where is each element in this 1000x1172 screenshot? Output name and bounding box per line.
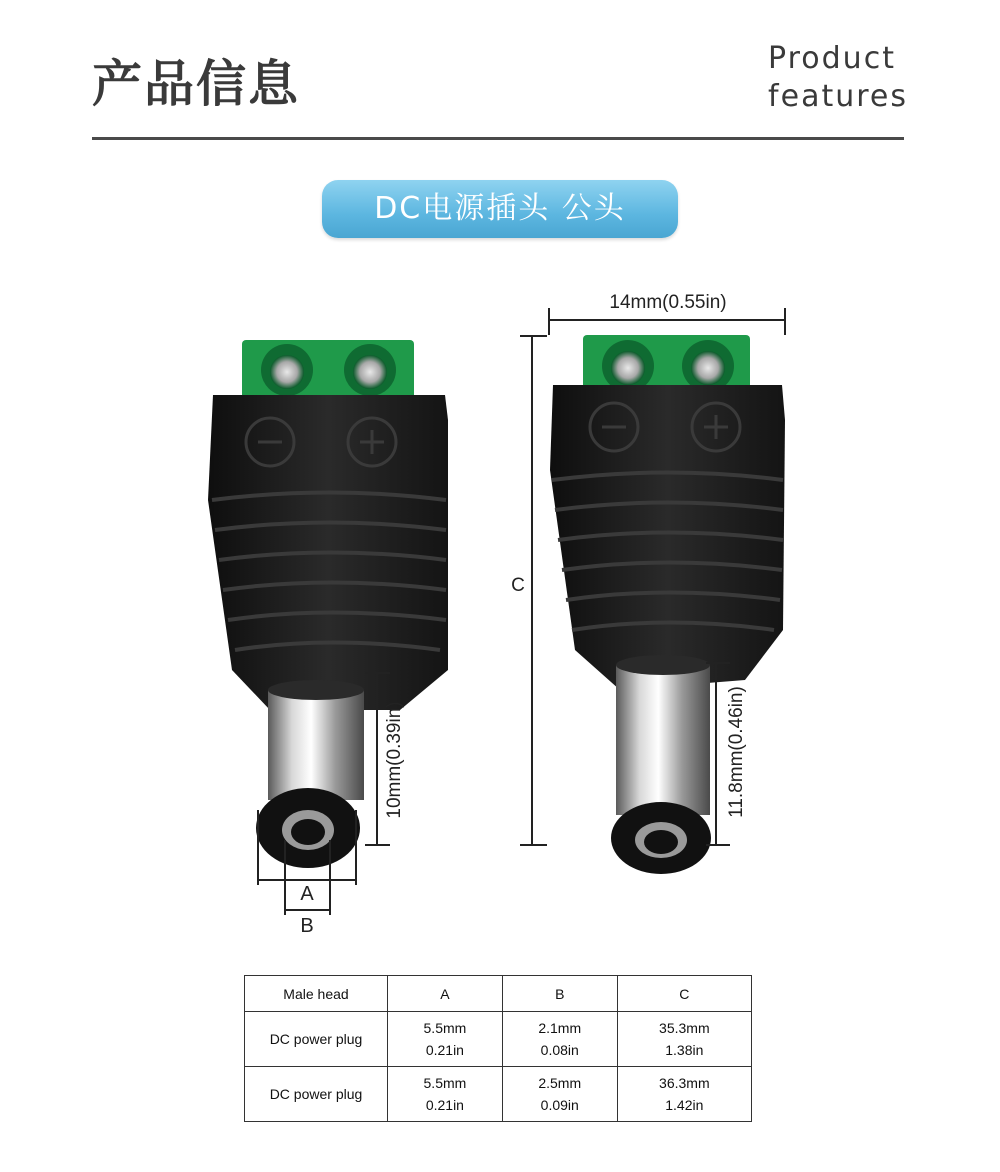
left-barrel <box>268 690 364 800</box>
cell-c-in: 1.38in <box>665 1042 704 1058</box>
left-barrel-length-label: 10mm(0.39in) <box>384 701 405 819</box>
cell-b <box>502 1012 617 1067</box>
page-title: 产品信息 <box>92 55 300 113</box>
width-dimension-label: 14mm(0.55in) <box>609 292 727 313</box>
table-row <box>245 1012 752 1067</box>
left-barrel-opening <box>291 819 325 845</box>
subtitle-line-2: features <box>768 79 908 114</box>
cell-c-mm: 36.3mm <box>659 1075 710 1091</box>
cell-a <box>388 1012 503 1067</box>
a-dimension-label: A <box>300 883 314 905</box>
subtitle-line-1: Product <box>768 41 896 76</box>
header-a: A <box>388 976 503 1012</box>
cell-b-mm: 2.5mm <box>538 1075 582 1091</box>
left-screw-1 <box>270 355 304 389</box>
header-male-head: Male head <box>245 976 388 1012</box>
right-plug <box>550 335 785 874</box>
cell-a <box>388 1067 503 1122</box>
cell-b <box>502 1067 617 1122</box>
spec-table <box>244 975 752 1122</box>
cell-a-mm: 5.5mm <box>423 1075 467 1091</box>
cell-c-in: 1.42in <box>665 1097 704 1113</box>
cell-b-in: 0.08in <box>540 1042 579 1058</box>
cell-b-mm: 2.1mm <box>538 1020 582 1036</box>
header-b: B <box>502 976 617 1012</box>
cell-a-mm: 5.5mm <box>423 1020 467 1036</box>
right-screw-1 <box>611 351 645 385</box>
row-name: DC power plug <box>245 1067 388 1122</box>
cell-c-mm: 35.3mm <box>659 1020 710 1036</box>
table-row <box>245 1067 752 1122</box>
row-name: DC power plug <box>245 1012 388 1067</box>
header-c: C <box>617 976 751 1012</box>
right-barrel <box>616 665 710 815</box>
cell-a-in: 0.21in <box>425 1097 464 1113</box>
cell-a-in: 0.21in <box>425 1042 464 1058</box>
product-name-banner: DC电源插头 公头 <box>322 180 678 238</box>
cell-c <box>617 1067 751 1122</box>
b-dimension-label: B <box>300 915 314 937</box>
spec-table-header <box>245 976 752 1012</box>
cell-c <box>617 1012 751 1067</box>
right-barrel-length-label: 11.8mm(0.46in) <box>726 686 747 818</box>
cell-b-in: 0.09in <box>540 1097 579 1113</box>
left-plug <box>208 340 448 868</box>
left-screw-2 <box>353 355 387 389</box>
right-barrel-opening <box>644 830 678 854</box>
right-screw-2 <box>691 351 725 385</box>
c-dimension-label: C <box>511 575 525 596</box>
